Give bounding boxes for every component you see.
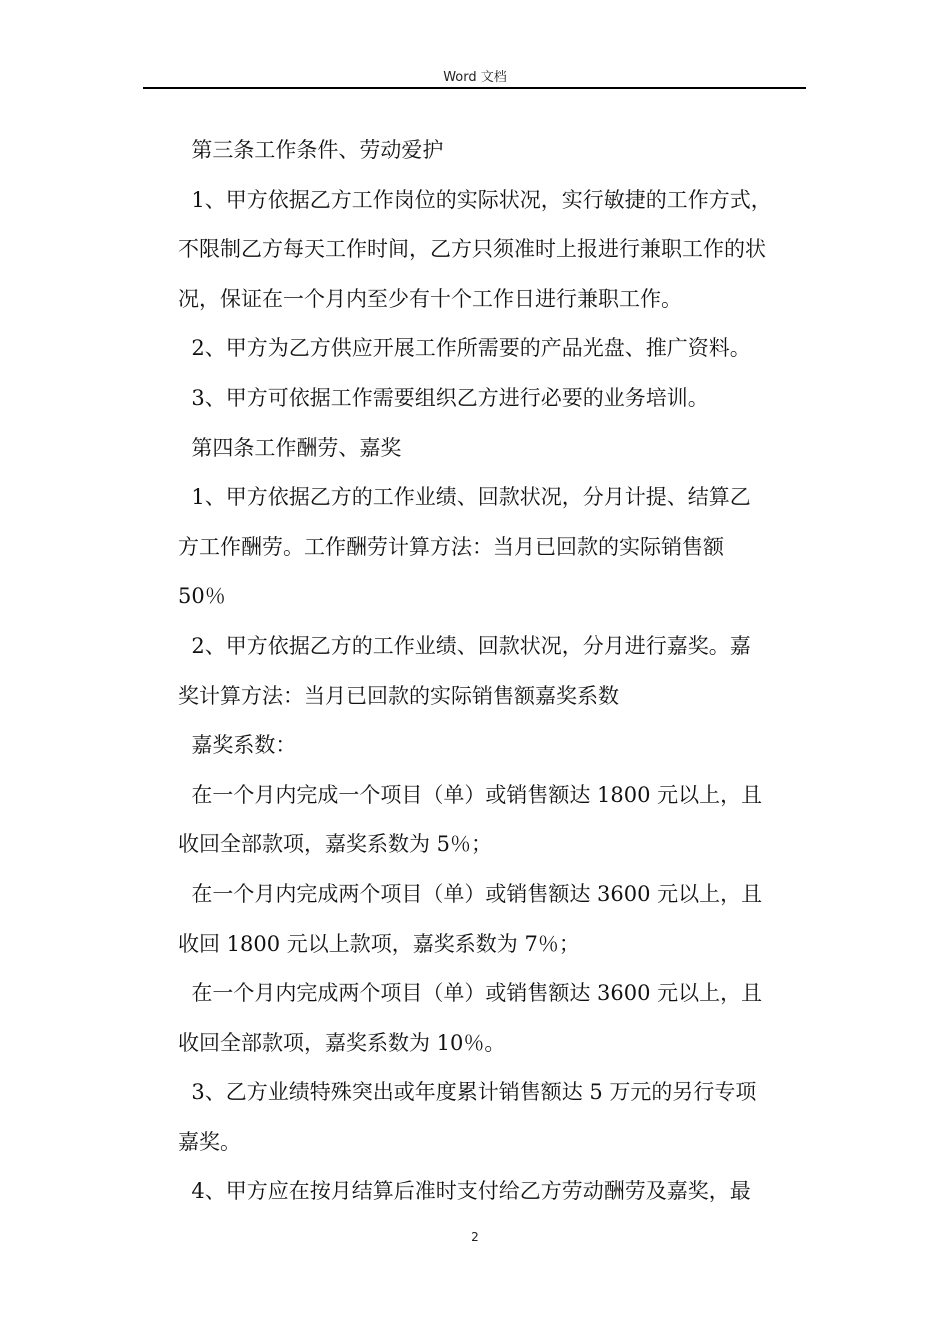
text-line: 在一个月内完成两个项目（单）或销售额达 3600 元以上，且 — [178, 881, 763, 906]
text-line: 嘉奖。 — [178, 1129, 241, 1154]
text-line: 在一个月内完成一个项目（单）或销售额达 1800 元以上，且 — [178, 782, 763, 807]
text-line: 1、甲方依据乙方的工作业绩、回款状况，分月计提、结算乙 — [178, 485, 751, 510]
text-line: 1、甲方依据乙方工作岗位的实际状况，实行敏捷的工作方式， — [178, 187, 772, 212]
text-line: 况，保证在一个月内至少有十个工作日进行兼职工作。 — [178, 286, 682, 311]
text-line: 50％ — [178, 584, 226, 609]
header-divider — [143, 87, 806, 89]
document-body — [178, 126, 793, 1217]
text-line: 收回全部款项，嘉奖系数为 10％。 — [178, 1030, 506, 1055]
text-line: 收回 1800 元以上款项，嘉奖系数为 7％； — [178, 931, 580, 956]
page-number: 2 — [471, 1230, 479, 1244]
page-header: Word 文档 — [443, 70, 507, 85]
text-line: 收回全部款项，嘉奖系数为 5％； — [178, 832, 493, 857]
text-line: 嘉奖系数： — [178, 733, 297, 758]
text-line: 方工作酬劳。工作酬劳计算方法：当月已回款的实际销售额 — [178, 534, 724, 559]
text-line: 第三条工作条件、劳动爱护 — [178, 138, 444, 162]
text-line: 4、甲方应在按月结算后准时支付给乙方劳动酬劳及嘉奖，最 — [178, 1179, 751, 1204]
text-line: 3、乙方业绩特殊突出或年度累计销售额达 5 万元的另行专项 — [178, 1080, 757, 1105]
text-line: 2、甲方为乙方供应开展工作所需要的产品光盘、推广资料。 — [178, 336, 751, 361]
text-line: 第四条工作酬劳、嘉奖 — [178, 435, 402, 460]
text-line: 不限制乙方每天工作时间，乙方只须准时上报进行兼职工作的状 — [178, 237, 766, 262]
text-line: 2、甲方依据乙方的工作业绩、回款状况，分月进行嘉奖。嘉 — [178, 633, 751, 658]
text-line: 奖计算方法：当月已回款的实际销售额嘉奖系数 — [178, 683, 619, 708]
text-line: 在一个月内完成两个项目（单）或销售额达 3600 元以上，且 — [178, 981, 763, 1006]
text-line: 3、甲方可依据工作需要组织乙方进行必要的业务培训。 — [178, 385, 709, 410]
